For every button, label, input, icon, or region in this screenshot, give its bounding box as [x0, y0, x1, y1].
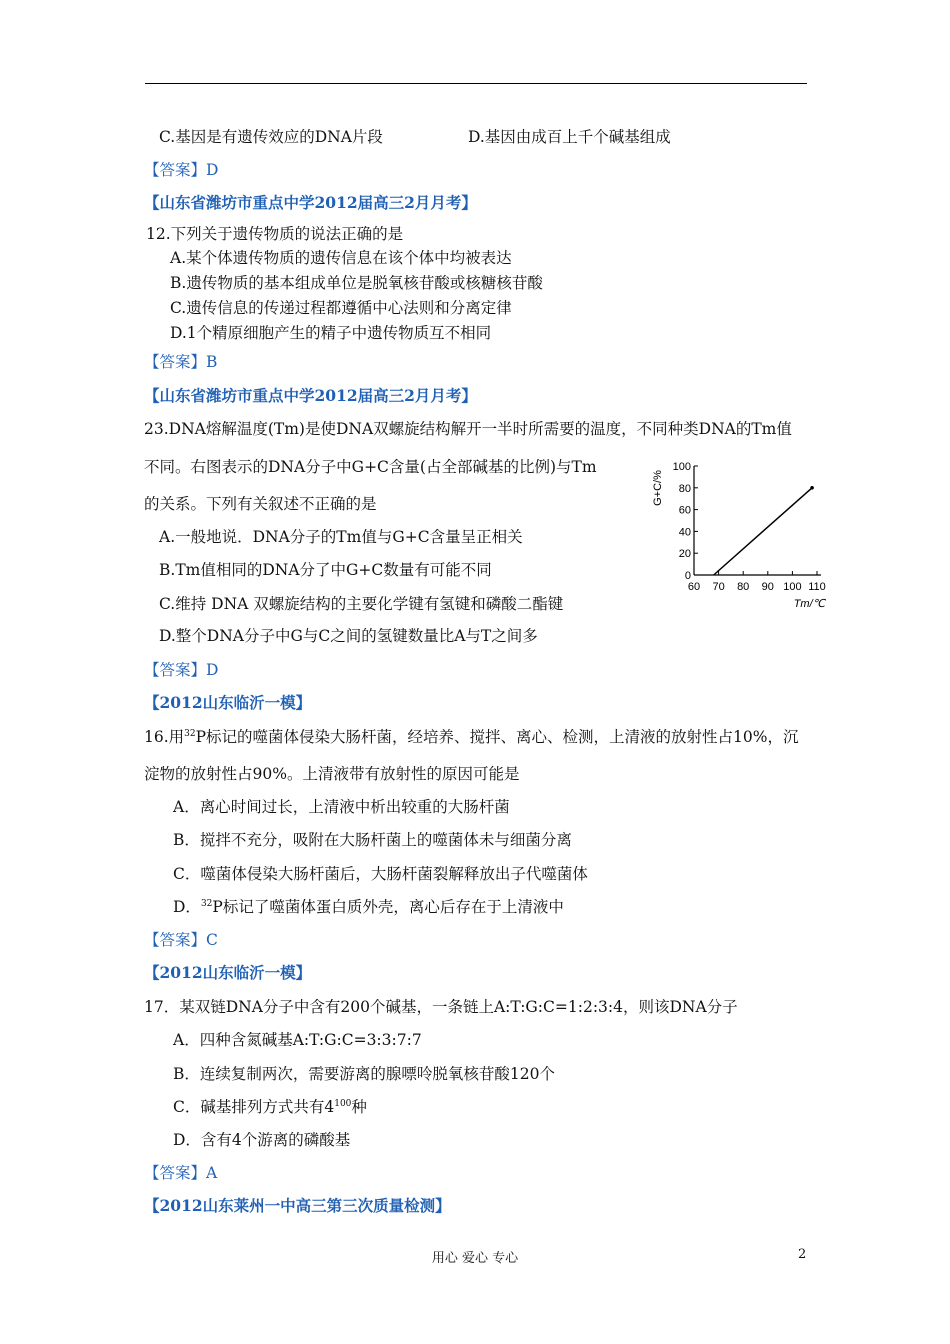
y-tick-label: 100: [672, 461, 691, 473]
tm-gc-chart: [645, 458, 840, 613]
page-number: 2: [798, 1247, 807, 1262]
series-line: [714, 488, 812, 575]
q17-option-b: B．连续复制两次，需要游离的腺嘌呤脱氧核苷酸120个: [173, 1065, 555, 1083]
y-axis-label: G+C/%: [652, 470, 664, 506]
q16-option-b: B．搅拌不充分，吸附在大肠杆菌上的噬菌体未与细菌分离: [173, 831, 572, 849]
q23-stem-line1: 23.DNA熔解温度(Tm)是使DNA双螺旋结构解开一半时所需要的温度，不同种类DNA的Tm值: [144, 420, 792, 438]
x-tick-label: 100: [783, 581, 802, 593]
source-next: 【2012山东莱州一中高三第三次质量检测】: [144, 1196, 451, 1215]
y-tick-label: 40: [678, 526, 691, 539]
y-tick-label: 0: [684, 570, 691, 582]
y-tick-label: 20: [678, 548, 691, 561]
q12-option-c: C.遗传信息的传递过程都遵循中心法则和分离定律: [170, 299, 512, 317]
source-17: 【2012山东临沂一模】: [144, 963, 312, 982]
q12-option-b: B.遗传物质的基本组成单位是脱氧核苷酸或核糖核苷酸: [170, 274, 543, 292]
q16-stem-line2: 淀物的放射性占90%。上清液带有放射性的原因可能是: [144, 765, 520, 783]
q12-option-a: A.某个体遗传物质的遗传信息在该个体中均被表达: [170, 249, 512, 267]
q23-stem-line3: 的关系。下列有关叙述不正确的是: [144, 495, 377, 513]
q23-option-d: D.整个DNA分子中G与C之间的氢键数量比A与T之间多: [159, 627, 538, 645]
source-16: 【2012山东临沂一模】: [144, 693, 312, 712]
header-rule: [145, 83, 807, 84]
x-tick-label: 80: [737, 581, 750, 593]
q17-option-d: D．含有4个游离的磷酸基: [173, 1131, 351, 1149]
footer-slogan: 用心 爱心 专心: [431, 1251, 519, 1266]
y-tick-label: 60: [678, 504, 691, 517]
q23-option-a: A.一般地说．DNA分子的Tm值与G+C含量呈正相关: [159, 528, 523, 546]
answer-23: 【答案】D: [144, 661, 219, 679]
answer-12: 【答案】B: [144, 353, 218, 371]
q11-option-c: C.基因是有遗传效应的DNA片段: [159, 128, 383, 146]
q12-stem: 12.下列关于遗传物质的说法正确的是: [146, 225, 404, 243]
x-tick-label: 90: [761, 581, 774, 593]
q11-option-d: D.基因由成百上千个碱基组成: [468, 128, 671, 146]
q23-stem-line2: 不同。右图表示的DNA分子中G+C含量(占全部碱基的比例)与Tm: [144, 458, 597, 476]
series-end-point: [810, 486, 814, 490]
q16-option-d: D．$^{32}$P标记了噬菌体蛋白质外壳，离心后存在于上清液中: [173, 898, 564, 916]
x-tick-label: 60: [687, 581, 701, 593]
q17-option-a: A．四种含氮碱基A:T:G:C=3:3:7:7: [173, 1031, 422, 1049]
source-12: 【山东省潍坊市重点中学2012届高三2月月考】: [144, 193, 477, 212]
q12-option-d: D.1个精原细胞产生的精子中遗传物质互不相同: [170, 324, 492, 342]
x-axis-label: Tm/℃: [793, 598, 825, 610]
q17-stem: 17．某双链DNA分子中含有200个碱基，一条链上A:T:G:C=1:2:3:4，则该DNA分子: [144, 998, 738, 1016]
answer-16: 【答案】C: [144, 931, 218, 949]
q16-stem-line1: 16.用$^{32}$P标记的噬菌体侵染大肠杆菌，经培养、搅拌、离心、检测，上清液的放射性占10%，沉: [144, 728, 799, 746]
q16-option-a: A．离心时间过长，上清液中析出较重的大肠杆菌: [173, 798, 510, 816]
source-23: 【山东省潍坊市重点中学2012届高三2月月考】: [144, 386, 477, 405]
y-tick-label: 80: [678, 482, 691, 495]
answer-17: 【答案】A: [144, 1164, 218, 1182]
x-tick-label: 70: [712, 581, 725, 593]
q23-option-b: B.Tm值相同的DNA分了中G+C数量有可能不同: [159, 561, 492, 579]
answer-11: 【答案】D: [144, 161, 219, 179]
x-tick-label: 110: [808, 581, 826, 593]
q23-option-c: C.维持 DNA 双螺旋结构的主要化学键有氢键和磷酸二酯键: [159, 595, 564, 613]
q17-option-c: C．碱基排列方式共有$4^{100}$种: [173, 1098, 367, 1116]
q16-option-c: C．噬菌体侵染大肠杆菌后，大肠杆菌裂解释放出子代噬菌体: [173, 865, 588, 883]
